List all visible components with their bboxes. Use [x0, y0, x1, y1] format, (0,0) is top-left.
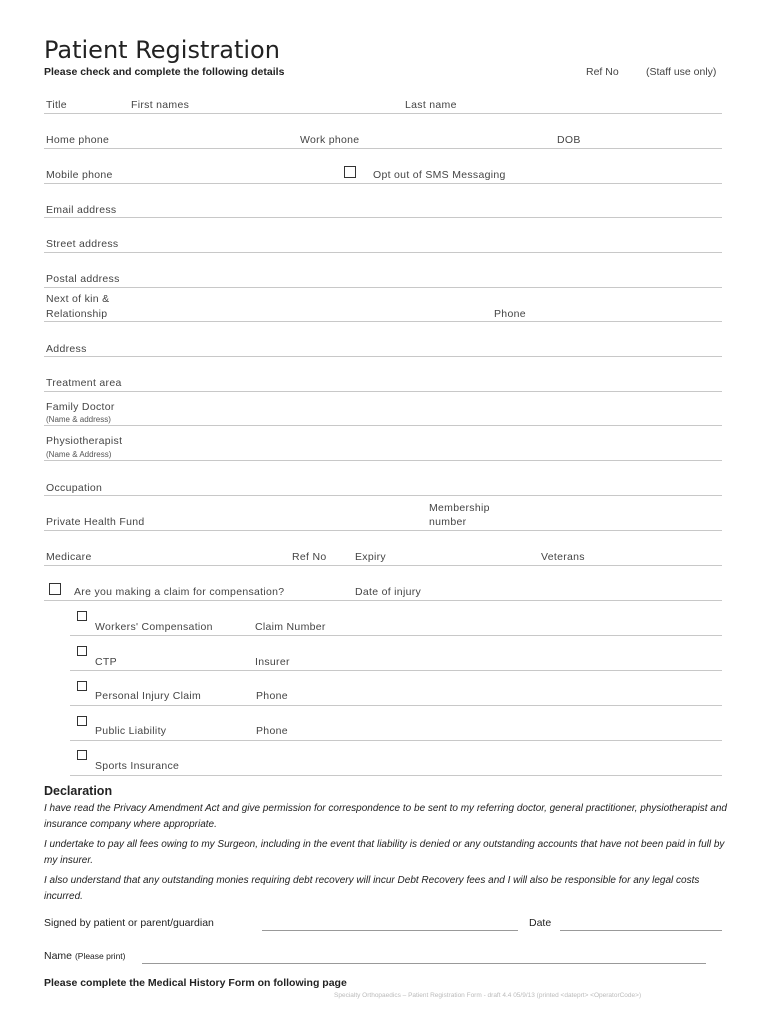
compensation-option-extra: Claim Number — [255, 621, 326, 633]
email-label: Email address — [46, 204, 117, 216]
row-rule — [70, 670, 722, 671]
kin-phone-input[interactable] — [532, 306, 724, 322]
membership-number-input[interactable] — [500, 515, 724, 531]
row-rule — [44, 252, 722, 253]
opt-out-sms-label: Opt out of SMS Messaging — [373, 169, 506, 181]
footer-version: Specialty Orthopaedics – Patient Registration Form - draft 4.4 05/9/13 (printed <dateprt> <OperatorCode>) — [334, 992, 642, 999]
next-of-kin-label: Next of kin & — [46, 293, 110, 305]
row-rule — [44, 321, 722, 322]
date-of-injury-input[interactable] — [432, 585, 724, 601]
personal-injury-phone-input[interactable] — [296, 689, 724, 705]
street-address-input[interactable] — [126, 237, 724, 253]
row-rule — [44, 460, 722, 461]
row-rule — [44, 356, 722, 357]
physiotherapist-input[interactable] — [130, 442, 724, 458]
first-names-label: First names — [131, 99, 190, 111]
date-of-injury-label: Date of injury — [355, 586, 422, 598]
work-phone-label: Work phone — [300, 134, 360, 146]
ref-no-label: Ref No — [586, 66, 619, 78]
physiotherapist-note: (Name & Address) — [46, 450, 112, 459]
personal-injury-checkbox[interactable] — [77, 681, 87, 691]
row-rule — [44, 530, 722, 531]
declaration-paragraph: I also understand that any outstanding monies requiring debt recovery will incur Debt Recovery fees and I will also be responsible for any legal costs incurred. — [44, 875, 700, 902]
family-doctor-input[interactable] — [126, 408, 724, 424]
compensation-option-extra: Phone — [256, 725, 288, 737]
print-name-input[interactable] — [142, 948, 710, 964]
membership-number-label: number — [429, 516, 467, 528]
compensation-option-label: Workers' Compensation — [95, 621, 213, 633]
row-rule — [44, 495, 722, 496]
title-label: Title — [46, 99, 67, 111]
last-name-input[interactable] — [462, 98, 724, 114]
insurer-input[interactable] — [300, 655, 724, 671]
declaration-paragraph: I have read the Privacy Amendment Act and give permission for correspondence to be sent to my referring doctor, general practitioner, physiotherapist and insurance company where appropriate. — [44, 803, 727, 830]
row-rule — [44, 148, 722, 149]
occupation-label: Occupation — [46, 482, 103, 494]
declaration-heading: Declaration — [44, 784, 113, 798]
compensation-option-extra: Phone — [256, 690, 288, 702]
street-address-label: Street address — [46, 238, 119, 250]
health-fund-label: Private Health Fund — [46, 516, 145, 528]
sports-insurance-checkbox[interactable] — [77, 750, 87, 760]
medicare-label: Medicare — [46, 551, 92, 563]
compensation-option-label: Sports Insurance — [95, 760, 180, 772]
health-fund-input[interactable] — [154, 515, 424, 531]
medicare-input[interactable] — [102, 550, 286, 566]
row-rule — [44, 287, 722, 288]
first-names-input[interactable] — [196, 98, 400, 114]
footer-instruction: Please complete the Medical History Form on following page — [44, 977, 347, 989]
compensation-option-label: CTP — [95, 656, 117, 668]
next-of-kin-input[interactable] — [116, 306, 490, 322]
claim-number-input[interactable] — [336, 620, 724, 636]
row-rule — [70, 740, 722, 741]
row-rule — [70, 775, 722, 776]
kin-phone-label: Phone — [494, 308, 526, 320]
name-label-text: Name — [44, 950, 73, 962]
workers-compensation-checkbox[interactable] — [77, 611, 87, 621]
row-rule — [44, 113, 722, 114]
signed-by-label: Signed by patient or parent/guardian — [44, 917, 214, 929]
veterans-label: Veterans — [541, 551, 585, 563]
expiry-label: Expiry — [355, 551, 386, 563]
row-rule — [70, 705, 722, 706]
medicare-ref-label: Ref No — [292, 551, 327, 563]
signature-date-input[interactable] — [560, 915, 726, 931]
mobile-phone-label: Mobile phone — [46, 169, 113, 181]
declaration-paragraph: I undertake to pay all fees owing to my Surgeon, including in the event that liability is denied or any outstanding accounts that have not been paid in full by my insurer. — [44, 839, 725, 866]
address-label: Address — [46, 343, 87, 355]
staff-use-label: (Staff use only) — [646, 66, 717, 78]
row-rule — [70, 635, 722, 636]
row-rule — [44, 425, 722, 426]
ctp-checkbox[interactable] — [77, 646, 87, 656]
page-title: Patient Registration — [44, 36, 280, 64]
treatment-area-label: Treatment area — [46, 377, 122, 389]
expiry-input[interactable] — [392, 550, 536, 566]
title-input[interactable] — [74, 98, 130, 114]
dob-label: DOB — [557, 134, 581, 146]
physiotherapist-label: Physiotherapist — [46, 435, 123, 447]
postal-address-input[interactable] — [126, 272, 724, 288]
home-phone-input[interactable] — [120, 133, 294, 149]
public-liability-phone-input[interactable] — [296, 724, 724, 740]
home-phone-label: Home phone — [46, 134, 110, 146]
compensation-question: Are you making a claim for compensation? — [74, 586, 285, 598]
dob-input[interactable] — [586, 133, 724, 149]
compensation-checkbox[interactable] — [49, 583, 61, 595]
row-rule — [44, 391, 722, 392]
last-name-label: Last name — [405, 99, 457, 111]
compensation-option-label: Public Liability — [95, 725, 167, 737]
family-doctor-label: Family Doctor — [46, 401, 115, 413]
treatment-area-input[interactable] — [132, 376, 724, 392]
mobile-phone-input[interactable] — [124, 168, 338, 184]
work-phone-input[interactable] — [370, 133, 554, 149]
row-rule — [44, 600, 722, 601]
compensation-option-label: Personal Injury Claim — [95, 690, 202, 702]
row-rule — [44, 183, 722, 184]
row-rule — [44, 565, 722, 566]
page-subtitle: Please check and complete the following details — [44, 66, 285, 78]
relationship-label: Relationship — [46, 308, 108, 320]
name-note: (Please print) — [74, 951, 126, 961]
signature-input[interactable] — [262, 915, 522, 931]
family-doctor-note: (Name & address) — [46, 415, 111, 424]
opt-out-sms-checkbox[interactable] — [344, 166, 356, 178]
postal-address-label: Postal address — [46, 273, 120, 285]
name-label — [44, 950, 126, 962]
compensation-option-extra: Insurer — [255, 656, 290, 668]
public-liability-checkbox[interactable] — [77, 716, 87, 726]
date-label: Date — [529, 917, 552, 929]
row-rule — [44, 217, 722, 218]
veterans-input[interactable] — [594, 550, 724, 566]
membership-label: Membership — [429, 502, 490, 514]
